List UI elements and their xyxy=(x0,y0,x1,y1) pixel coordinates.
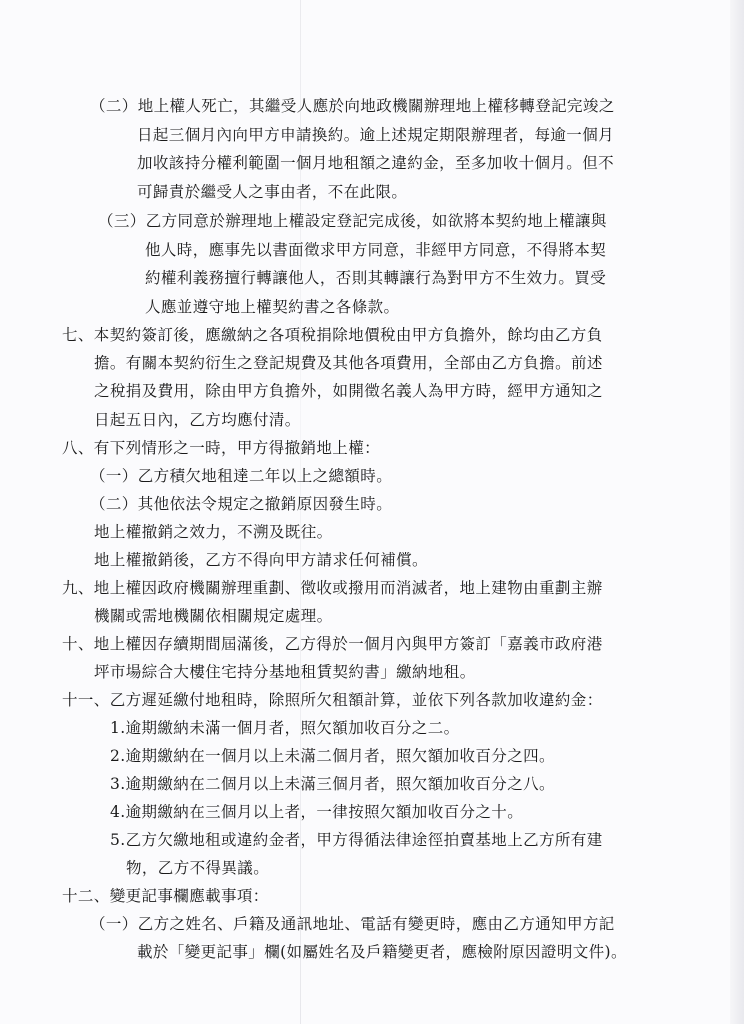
text-line: 十、地上權因存續期間屆滿後，乙方得於一個月內與甲方簽訂「嘉義市政府港 xyxy=(62,635,603,653)
text-line: 日起三個月內向甲方申請換約。逾上述規定期限辦理者，每逾一個月 xyxy=(137,126,615,144)
text-line: 人應並遵守地上權契約書之各條款。 xyxy=(145,298,400,316)
text-line: 物，乙方不得異議。 xyxy=(126,859,270,877)
text-line: 坪市場綜合大樓住宅持分基地租賃契約書」繳納地租。 xyxy=(94,663,476,681)
text-line: （二）其他依法令規定之撤銷原因發生時。 xyxy=(90,495,393,513)
text-line: 4.逾期繳納在三個月以上者，一律按照欠額加收百分之十。 xyxy=(110,803,524,821)
text-line: （一）乙方之姓名、戶籍及通訊地址、電話有變更時，應由乙方通知甲方記 xyxy=(90,915,615,933)
text-line: 可歸責於繼受人之事由者，不在此限。 xyxy=(137,183,408,201)
text-line: 九、地上權因政府機關辦理重劃、徵收或撥用而消滅者，地上建物由重劃主辦 xyxy=(62,579,603,597)
text-line: 5.乙方欠繳地租或違約金者，甲方得循法律途徑拍賣基地上乙方所有建 xyxy=(110,831,603,849)
text-line: 地上權撤銷後，乙方不得向甲方請求任何補償。 xyxy=(94,551,428,569)
paper-edge xyxy=(730,0,744,1024)
text-line: 約權利義務擅行轉讓他人，否則其轉讓行為對甲方不生效力。買受 xyxy=(145,269,607,287)
text-line: 日起五日內，乙方均應付清。 xyxy=(94,411,301,429)
text-line: 八、有下列情形之一時，甲方得撤銷地上權： xyxy=(62,439,381,457)
text-line: 之稅捐及費用，除由甲方負擔外，如開徵名義人為甲方時，經甲方通知之 xyxy=(94,382,603,400)
text-line: 2.逾期繳納在一個月以上未滿二個月者，照欠額加收百分之四。 xyxy=(110,747,555,765)
text-line: （一）乙方積欠地租達二年以上之總額時。 xyxy=(90,467,393,485)
text-line: 他人時，應事先以書面徵求甲方同意，非經甲方同意，不得將本契 xyxy=(145,241,607,259)
text-line: （二）地上權人死亡，其繼受人應於向地政機關辦理地上權移轉登記完竣之 xyxy=(90,97,615,115)
text-line: （三）乙方同意於辦理地上權設定登記完成後，如欲將本契約地上權讓與 xyxy=(98,212,607,230)
text-line: 加收該持分權利範圍一個月地租額之違約金，至多加收十個月。但不 xyxy=(137,154,615,172)
text-line: 七、本契約簽訂後，應繳納之各項稅捐除地價稅由甲方負擔外，餘均由乙方負 xyxy=(62,326,603,344)
text-line: 擔。有關本契約衍生之登記規費及其他各項費用，全部由乙方負擔。前述 xyxy=(94,354,603,372)
text-line: 3.逾期繳納在二個月以上未滿三個月者，照欠額加收百分之八。 xyxy=(110,775,555,793)
text-line: 十一、乙方遲延繳付地租時，除照所欠租額計算，並依下列各款加收違約金： xyxy=(62,691,603,709)
text-line: 十二、變更記事欄應載事項： xyxy=(62,887,269,905)
text-line: 1.逾期繳納未滿一個月者，照欠額加收百分之二。 xyxy=(110,719,460,737)
text-line: 機關或需地機關依相關規定處理。 xyxy=(94,607,333,625)
text-line: 地上權撤銷之效力，不溯及既往。 xyxy=(94,523,333,541)
text-line: 載於「變更記事」欄(如屬姓名及戶籍變更者，應檢附原因證明文件)。 xyxy=(137,943,627,961)
